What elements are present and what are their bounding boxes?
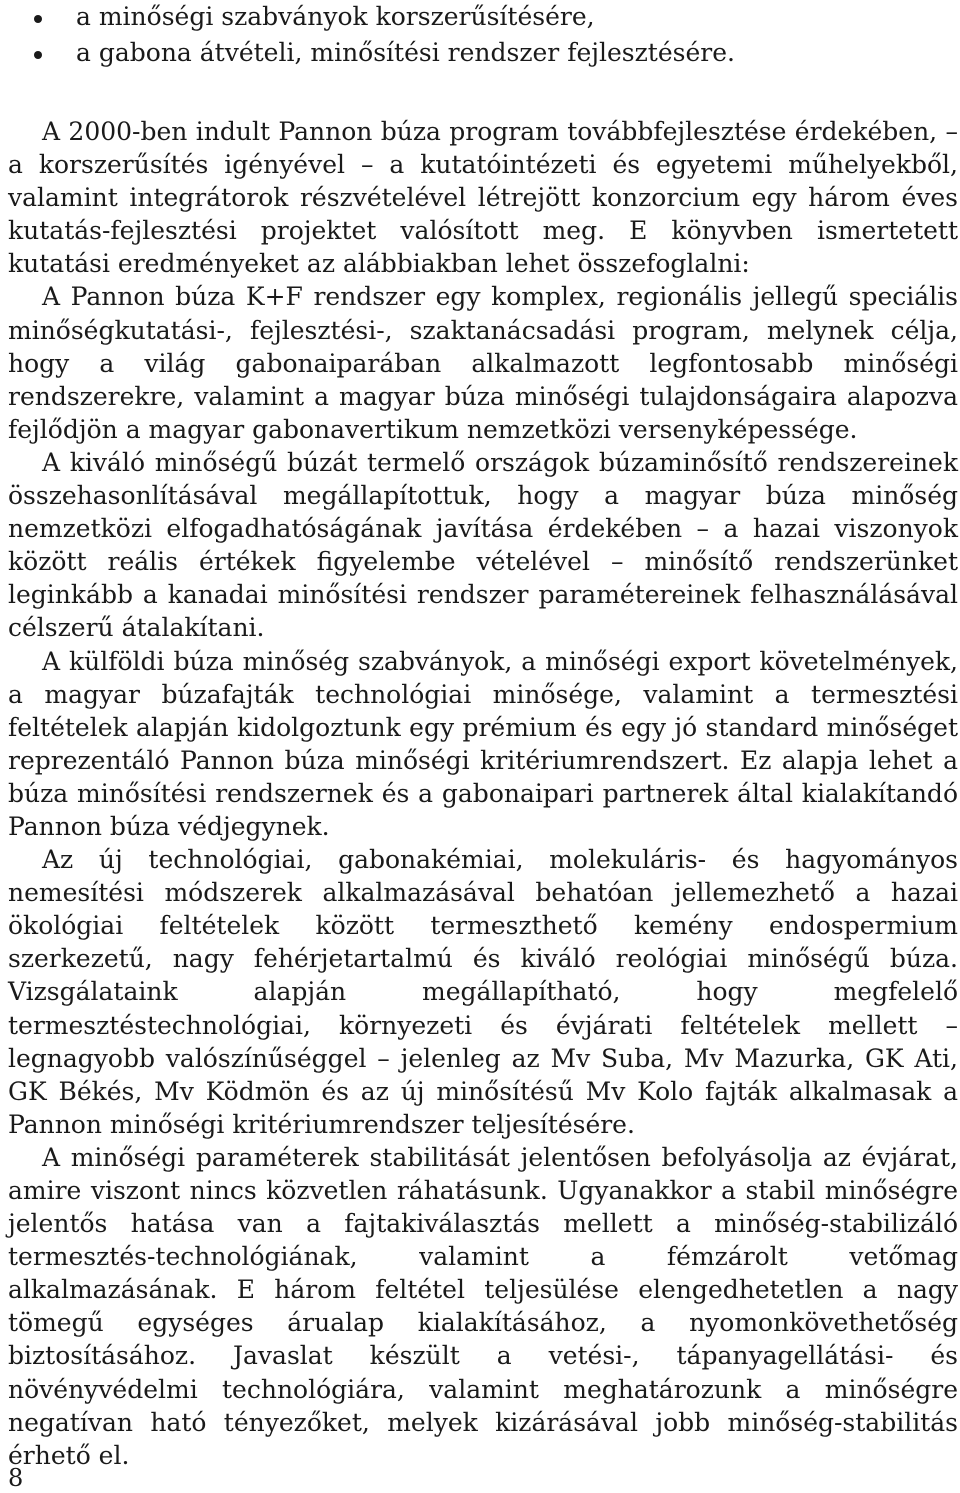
bullet-dot-icon (34, 51, 42, 59)
page-content (8, 0, 958, 1472)
body-paragraph: A 2000-ben indult Pannon búza program továbbfejlesztése érdekében, – a korszerűsítés igényével – a kutatóintézeti és egyetemi műhelyekből, valamint integrátorok részvételével létrejött konzorcium egy három éves kutatás-fejlesztési projektet valósított meg. E könyvben ismertetett kutatási eredményeket az alábbiakban lehet összefoglalni: (8, 117, 958, 279)
bullet-dot-icon (34, 15, 42, 23)
body-paragraph: A külföldi búza minőség szabványok, a minőségi export követelmények, a magyar búzafajták technológiai minősége, valamint a termesztési feltételek alapján kidolgoztunk egy prémium és egy jó standard minőséget reprezentáló Pannon búza minőségi kritériumrendszert. Ez alapja lehet a búza minősítési rendszernek és a gabonaipari partnerek által kialakítandó Pannon búza védjegynek. (8, 646, 958, 841)
page-number: 8 (8, 1464, 24, 1492)
bullet-list (8, 0, 958, 70)
bullet-item (8, 0, 958, 36)
body-paragraph: Az új technológiai, gabonakémiai, molekuláris- és hagyományos nemesítési módszerek alkalmazásával behatóan jellemezhető a hazai ökológiai feltételek között termeszthető kemény endospermium szerkezetű, nagy fehérjetartalmú és kiváló reológiai minőségű búza. Vizsgálataink alapján megállapítható, hogy megfelelő termesztéstechnológiai, környezeti és évjárati feltételek mellett – legnagyobb valószínűséggel – jelenleg az Mv Suba, Mv Mazurka, GK Ati, GK Békés, Mv Ködmön és az új minősítésű Mv Kolo fajták alkalmasak a Pannon minőségi kritériumrendszer teljesítésére. (8, 845, 958, 1139)
bullet-item (8, 36, 958, 70)
body-paragraph: A minőségi paraméterek stabilitását jelentősen befolyásolja az évjárat, amire viszont nincs közvetlen ráhatásunk. Ugyanakkor a stabil minőségre jelentős hatása van a fajtakiválasztás mellett a minőség-stabilizáló termesztés-technológiának, valamint a fémzárolt vetőmag alkalmazásának. E három feltétel teljesülése elengedhetetlen a nagy tömegű egységes árualap kialakításához, a nyomonkövethetőség biztosításához. Javaslat készült a vetési-, tápanyagellátási- és növényvédelmi technológiára, valamint meghatározunk a minőségre negatívan ható tényezőket, melyek kizárásával jobb minőség-stabilitás érhető el. (8, 1142, 958, 1470)
body-paragraph: A kiváló minőségű búzát termelő országok búzaminősítő rendszereinek összehasonlításával megállapítottuk, hogy a magyar búza minőség nemzetközi elfogadhatóságának javítása érdekében – a hazai viszonyok között reális értékek figyelembe vételével – minősítő rendszerünket leginkább a kanadai minősítési rendszer paramétereinek felhasználásával célszerű átalakítani. (8, 447, 958, 643)
bullet-text: a minőségi szabványok korszerűsítésére, (76, 2, 595, 31)
bullet-text: a gabona átvételi, minősítési rendszer fejlesztésére. (76, 38, 735, 67)
body-paragraph: A Pannon búza K+F rendszer egy komplex, regionális jellegű speciális minőségkutatási-, fejlesztési-, szaktanácsadási program, melynek célja, hogy a világ gabonaiparában alkalmazott legfontosabb minőségi rendszerekre, valamint a magyar búza minőségi tulajdonságaira alapozva fejlődjön a magyar gabonavertikum nemzetközi versenyképessége. (8, 282, 958, 444)
